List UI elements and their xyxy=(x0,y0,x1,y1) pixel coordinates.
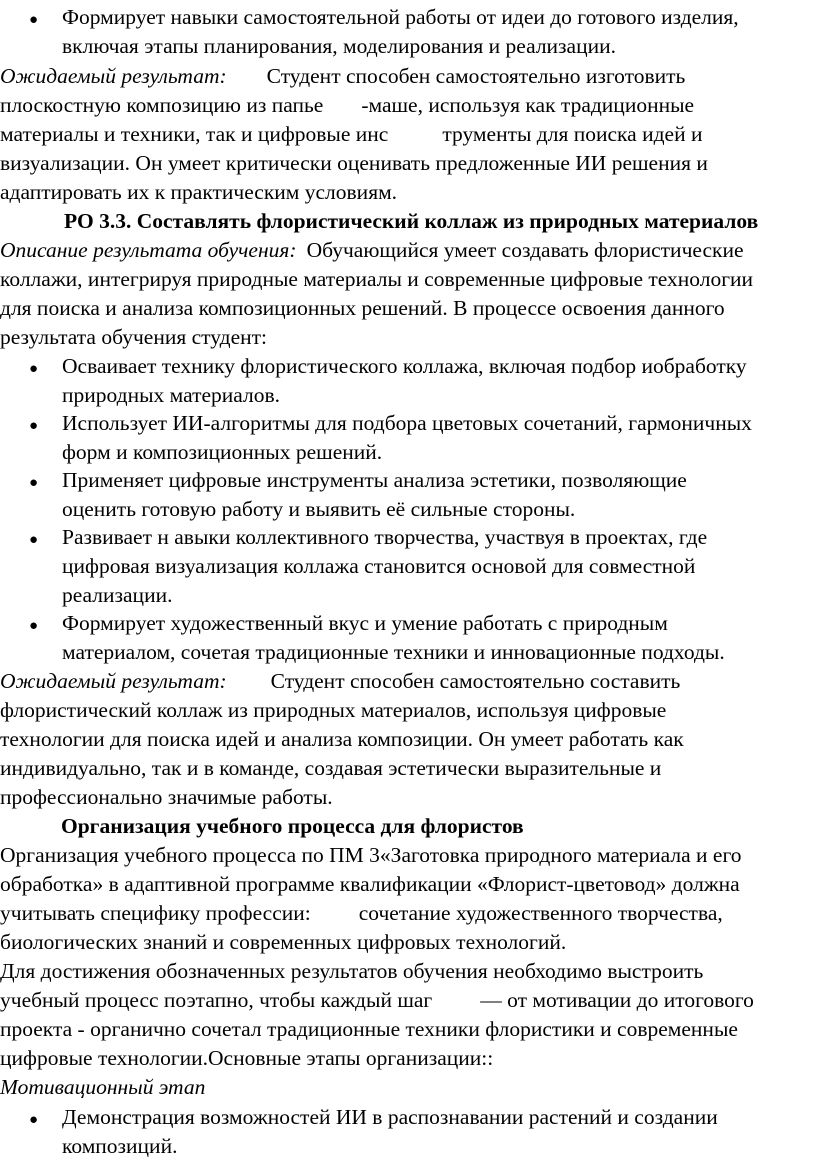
ro33-desc-line-1: Описание результата обучения: Обучающийся умеет создавать флористические xyxy=(0,238,744,262)
ro33-bullet-5-line-2: материалом, сочетая традиционные техники и инновационные подходы. xyxy=(62,640,725,664)
ro33-bullet-4-line-3: реализации. xyxy=(62,583,173,607)
bullet-marker: ● xyxy=(29,475,39,491)
expected-result-label: Ожидаемый результат: xyxy=(0,64,227,88)
top-bullet-line-1: Формирует навыки самостоятельной работы от идеи до готового изделия, xyxy=(62,5,739,29)
section-heading-organization: Организация учебного процесса для флористов xyxy=(61,814,524,838)
expected-result-2-line-4: индивидуально, так и в команде, создавая эстетически выразительные и xyxy=(0,756,662,780)
ro33-bullet-2-line-1: Использует ИИ-алгоритмы для подбора цветовых сочетаний, гармоничных xyxy=(62,411,752,435)
expected-result-2-line-5: профессионально значимые работы. xyxy=(0,785,333,809)
ro33-bullet-4-line-1: Развивает н авыки коллективного творчества, участвуя в проектах, где xyxy=(62,525,708,549)
stage-label: Мотивационный этап xyxy=(0,1075,206,1099)
org-p1-line-3: учитывать специфику профессии: сочетание художественного творчества, xyxy=(0,901,723,925)
ro33-desc-line-2: коллажи, интегрируя природные материалы и современные цифровые технологии xyxy=(0,267,754,291)
ro33-bullet-3-line-1: Применяет цифровые инструменты анализа эстетики, позволяющие xyxy=(62,468,687,492)
org-p1-line-1: Организация учебного процесса по ПМ 3«Заготовка природного материала и его xyxy=(0,843,742,867)
expected-result-1-line-1 xyxy=(0,63,685,90)
org-p1-line-4: биологических знаний и современных цифровых технологий. xyxy=(0,930,567,954)
expected-result-1-line-2: плоскостную композицию из папье -маше, используя как традиционные xyxy=(0,93,695,117)
bullet-marker: ● xyxy=(29,12,39,28)
expected-result-1-text: Студент способен самостоятельно изготовить xyxy=(266,64,686,88)
org-p2-line-4: цифровые технологии.Основные этапы организации:: xyxy=(0,1046,494,1070)
org-p2-line-3: проекта - органично сочетал традиционные техники флористики и современные xyxy=(0,1017,738,1041)
bullet-marker: ● xyxy=(29,1112,39,1128)
ro33-bullet-1-line-2: природных материалов. xyxy=(62,383,281,407)
ro33-bullet-5-line-1: Формирует художественный вкус и умение работать с природным xyxy=(62,611,668,635)
expected-result-2-text: Студент способен самостоятельно составить xyxy=(270,669,681,693)
expected-result-1-line-5: адаптировать их к практическим условиям. xyxy=(0,180,398,204)
stage-bullet-1-line-1: Демонстрация возможностей ИИ в распознавании растений и создании xyxy=(62,1105,718,1129)
ro33-bullet-4-line-2: цифровая визуализация коллажа становится основой для совместной xyxy=(62,554,696,578)
org-p2-line-2: учебный процесс поэтапно, чтобы каждый шаг — от мотивации до итогового xyxy=(0,988,754,1012)
ro33-bullet-3-line-2: оценить готовую работу и выявить её сильные стороны. xyxy=(62,497,576,521)
ro33-desc-line-4: результата обучения студент: xyxy=(0,325,267,349)
expected-result-1-line-4: визуализации. Он умеет критически оценивать предложенные ИИ решения и xyxy=(0,151,708,175)
expected-result-1-line-3: материалы и техники, так и цифровые инс трументы для поиска идей и xyxy=(0,122,703,146)
expected-result-label: Ожидаемый результат: xyxy=(0,669,227,693)
bullet-marker: ● xyxy=(29,361,39,377)
bullet-marker: ● xyxy=(29,418,39,434)
stage-bullet-1-line-2: композиций. xyxy=(62,1134,178,1158)
top-bullet-line-2: включая этапы планирования, моделирования и реализации. xyxy=(62,34,616,58)
ro33-desc-line-3: для поиска и анализа композиционных решений. В процессе освоения данного xyxy=(0,296,725,320)
ro33-bullet-2-line-2: форм и композиционных решений. xyxy=(62,440,383,464)
bullet-marker: ● xyxy=(29,618,39,634)
bullet-marker: ● xyxy=(29,532,39,548)
org-p2-line-1: Для достижения обозначенных результатов обучения необходимо выстроить xyxy=(0,959,704,983)
expected-result-2-line-3: технологии для поиска идей и анализа композиции. Он умеет работать как xyxy=(0,727,684,751)
org-p1-line-2: обработка» в адаптивной программе квалификации «Флорист-цветовод» должна xyxy=(0,872,740,896)
description-label: Описание результата обучения: xyxy=(0,238,297,262)
section-heading-ro33: РО 3.3. Составлять флористический коллаж из природных материалов xyxy=(64,209,759,233)
ro33-bullet-1-line-1: Осваивает технику флористического коллажа, включая подбор иобработку xyxy=(62,354,747,378)
expected-result-2-line-1 xyxy=(0,668,680,695)
expected-result-2-line-2: флористический коллаж из природных материалов, используя цифровые xyxy=(0,698,667,722)
